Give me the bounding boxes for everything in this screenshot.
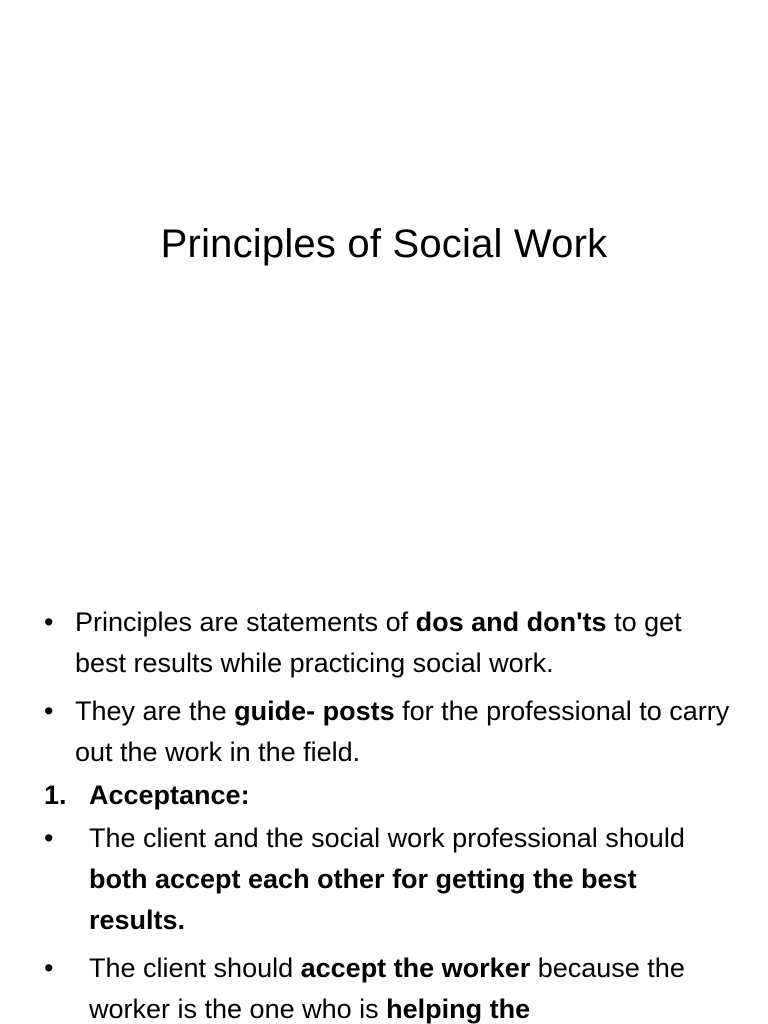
item-heading: Acceptance:: [89, 780, 250, 810]
bullet-text: to get best results while practicing social work.: [75, 607, 682, 678]
slide-title: Principles of Social Work: [160, 222, 608, 266]
bullet-text: The client and the social work professional should: [89, 823, 685, 853]
bullet-text: They are the: [75, 696, 235, 726]
bullet-marker: •: [44, 607, 54, 637]
numbered-item: [44, 775, 734, 816]
bullet-bold-text: helping the: [386, 994, 531, 1024]
bullet-bold-text: accept the worker: [300, 953, 531, 983]
bullet-text: for the professional to carry out the work in the field.: [75, 696, 730, 767]
slide-content: [44, 602, 734, 1024]
bullet-bold-text: guide- posts: [234, 696, 395, 726]
bullet-text: because the worker is the one who is: [89, 953, 685, 1024]
bullet-text: The client should: [89, 953, 301, 983]
bullet-bold-text: both accept each other for getting the best results.: [89, 864, 637, 935]
bullet-marker: •: [44, 696, 54, 726]
item-number: 1.: [44, 780, 67, 810]
bullet-item: [44, 691, 734, 773]
bullet-bold-text: dos and don'ts: [415, 607, 607, 637]
sub-bullet-item: [44, 948, 734, 1024]
bullet-item: [44, 602, 734, 684]
bullet-text: Principles are statements of: [75, 607, 416, 637]
bullet-marker: •: [44, 953, 54, 983]
sub-bullet-item: [44, 818, 734, 941]
bullet-marker: •: [44, 823, 54, 853]
